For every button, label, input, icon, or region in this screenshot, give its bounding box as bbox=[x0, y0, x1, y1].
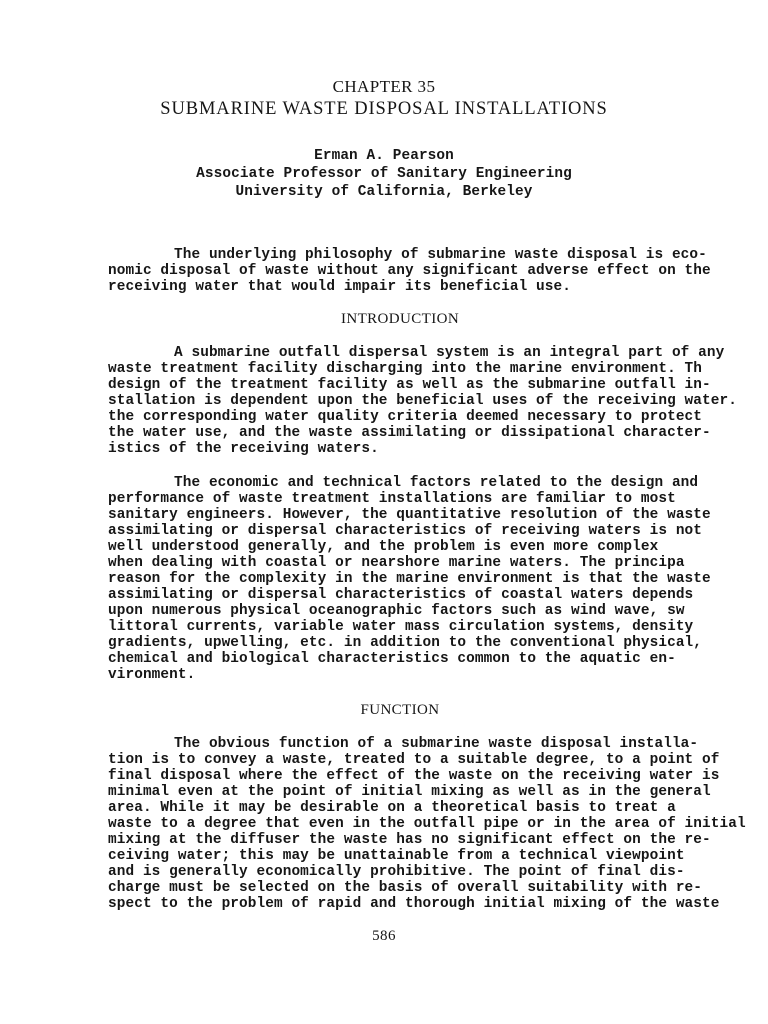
text-line: and is generally economically prohibitive. The point of final dis- bbox=[108, 864, 685, 880]
text-line: the corresponding water quality criteria deemed necessary to protect bbox=[108, 409, 703, 425]
section-heading-introduction: INTRODUCTION bbox=[340, 311, 460, 327]
text-line: vironment. bbox=[108, 667, 196, 683]
text-line: chemical and biological characteristics common to the aquatic en- bbox=[108, 651, 676, 667]
text-line: charge must be selected on the basis of overall suitability with re- bbox=[108, 880, 703, 896]
text-line: well understood generally, and the problem is even more complex bbox=[108, 539, 659, 555]
section-heading-function: FUNCTION bbox=[360, 702, 440, 718]
text-line: tion is to convey a waste, treated to a suitable degree, to a point of bbox=[108, 752, 720, 768]
text-line: final disposal where the effect of the waste on the receiving water is bbox=[108, 768, 720, 784]
text-line: gradients, upwelling, etc. in addition to the conventional physical, bbox=[108, 635, 703, 651]
text-line: littoral currents, variable water mass circulation systems, density bbox=[108, 619, 694, 635]
chapter-label: CHAPTER 35 bbox=[332, 77, 436, 96]
chapter-title: SUBMARINE WASTE DISPOSAL INSTALLATIONS bbox=[160, 99, 608, 119]
text-line: istics of the receiving waters. bbox=[108, 441, 379, 457]
text-line: receiving water that would impair its beneficial use. bbox=[108, 279, 571, 295]
text-line: assimilating or dispersal characteristics of coastal waters depends bbox=[108, 587, 694, 603]
text-line: design of the treatment facility as well as the submarine outfall in- bbox=[108, 377, 711, 393]
text-line: ceiving water; this may be unattainable from a technical viewpoint bbox=[108, 848, 685, 864]
text-line: when dealing with coastal or nearshore marine waters. The principa bbox=[108, 555, 685, 571]
text-line: the water use, and the waste assimilating or dissipational character- bbox=[108, 425, 711, 441]
text-line: nomic disposal of waste without any significant adverse effect on the bbox=[108, 263, 711, 279]
text-line: The obvious function of a submarine waste disposal installa- bbox=[174, 736, 699, 752]
text-line: stallation is dependent upon the beneficial uses of the receiving water. bbox=[108, 393, 737, 409]
page-number: 586 bbox=[372, 928, 396, 944]
text-line: upon numerous physical oceanographic factors such as wind wave, sw bbox=[108, 603, 685, 619]
text-line: spect to the problem of rapid and thorough initial mixing of the waste bbox=[108, 896, 720, 912]
author-title: Associate Professor of Sanitary Engineering bbox=[196, 166, 572, 182]
author-name: Erman A. Pearson bbox=[314, 148, 454, 164]
text-line: area. While it may be desirable on a theoretical basis to treat a bbox=[108, 800, 676, 816]
author-affiliation: University of California, Berkeley bbox=[235, 184, 533, 200]
text-line: The underlying philosophy of submarine waste disposal is eco- bbox=[174, 247, 707, 263]
text-line: minimal even at the point of initial mixing as well as in the general bbox=[108, 784, 711, 800]
text-line: mixing at the diffuser the waste has no significant effect on the re- bbox=[108, 832, 711, 848]
text-line: The economic and technical factors related to the design and bbox=[174, 475, 699, 491]
text-line: reason for the complexity in the marine environment is that the waste bbox=[108, 571, 711, 587]
text-line: A submarine outfall dispersal system is an integral part of any bbox=[174, 345, 725, 361]
text-line: waste to a degree that even in the outfall pipe or in the area of initial bbox=[108, 816, 746, 832]
text-line: waste treatment facility discharging into the marine environment. Th bbox=[108, 361, 703, 377]
text-line: performance of waste treatment installations are familiar to most bbox=[108, 491, 676, 507]
text-line: assimilating or dispersal characteristics of receiving waters is not bbox=[108, 523, 703, 539]
text-line: sanitary engineers. However, the quantitative resolution of the waste bbox=[108, 507, 711, 523]
